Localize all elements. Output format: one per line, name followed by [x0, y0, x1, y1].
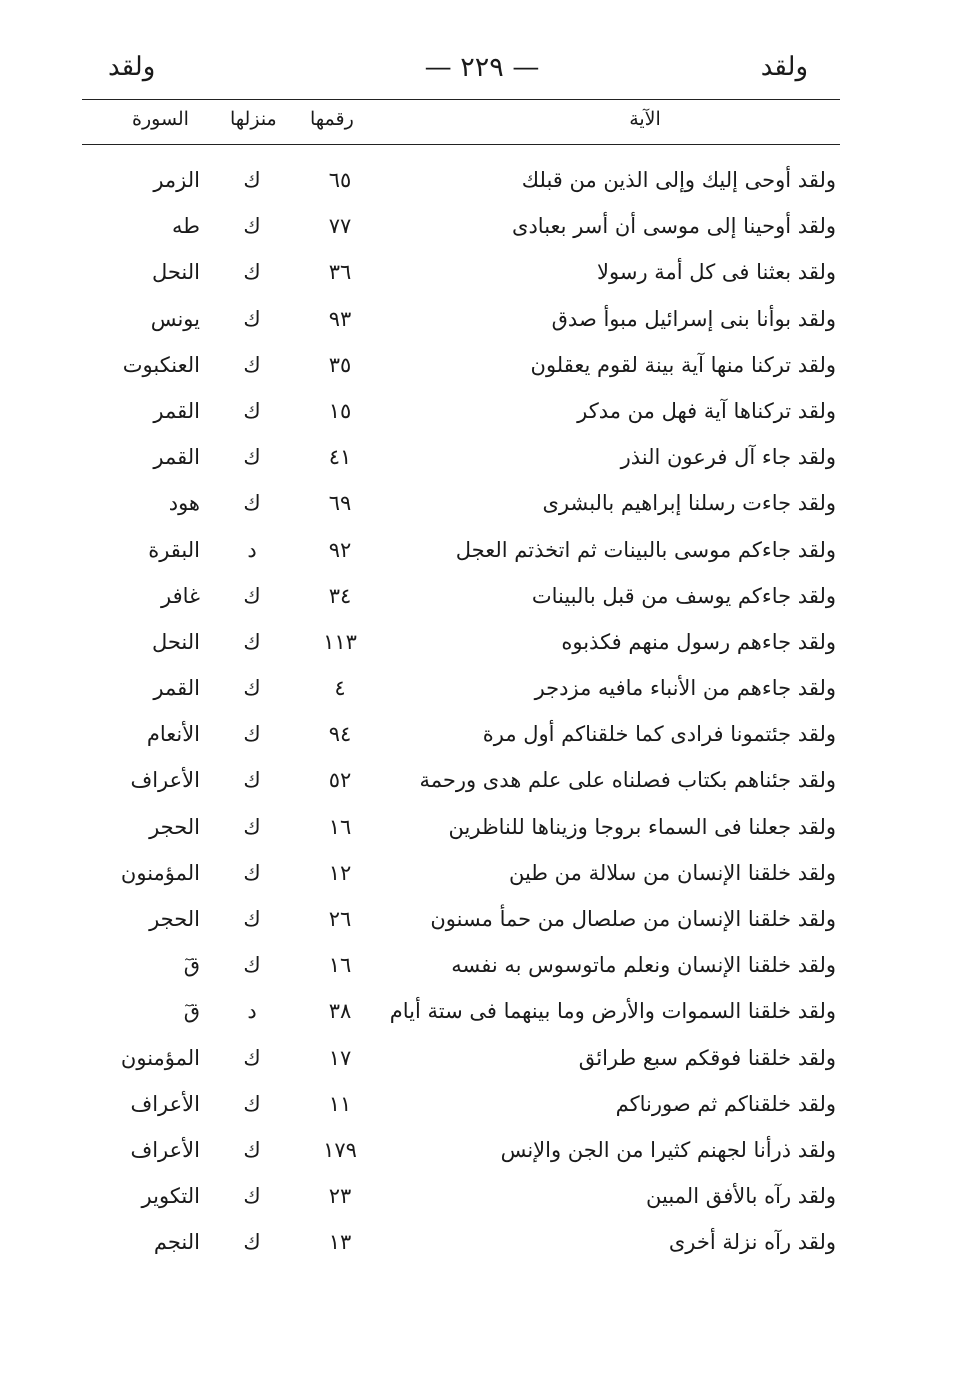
ayah-text: ولقد تركنا منها آية بينة لقوم يعقلون — [530, 352, 836, 377]
ayah-number: ٤ — [334, 676, 346, 701]
ayah-number: ٣٦ — [328, 260, 352, 285]
ayah-number: ٩٤ — [328, 722, 352, 747]
column-header-place: منزلها — [230, 108, 277, 130]
table-row — [0, 714, 964, 760]
revelation-place: ك — [243, 768, 261, 793]
ayah-number: ٢٣ — [328, 1184, 352, 1209]
surah-name: الحجر — [149, 814, 200, 839]
ayah-number: ٣٥ — [328, 352, 352, 377]
ayah-number: ٧٧ — [328, 214, 352, 239]
column-header-number: رقمها — [310, 108, 354, 130]
surah-name: القمر — [153, 676, 200, 701]
revelation-place: ك — [243, 1230, 261, 1255]
revelation-place: ك — [243, 629, 261, 654]
ayah-text: ولقد بعثنا فى كل أمة رسولا — [597, 260, 836, 285]
running-head-left: ولقد — [108, 52, 156, 82]
ayah-text: ولقد جئناهم بكتاب فصلناه على علم هدى ورحمة — [419, 768, 836, 793]
surah-name: القمر — [153, 445, 200, 470]
surah-name: هود — [168, 491, 200, 516]
surah-name: الأنعام — [146, 722, 200, 747]
revelation-place: ك — [243, 260, 261, 285]
surah-name: الأعراف — [130, 1137, 200, 1162]
surah-name: قٓ — [183, 953, 200, 978]
ayah-text: ولقد جاءكم موسى بالبينات ثم اتخذتم العجل — [455, 537, 836, 562]
header-top-rule — [82, 99, 840, 100]
ayah-number: ١١٣ — [323, 629, 357, 654]
surah-name: النحل — [151, 629, 200, 654]
ayah-text: ولقد جعلنا فى السماء بروجا وزيناها للناظرين — [448, 814, 836, 839]
ayah-number: ١٢ — [328, 860, 352, 885]
revelation-place: ك — [243, 352, 261, 377]
table-row — [0, 299, 964, 345]
table-row — [0, 1176, 964, 1222]
table-row — [0, 945, 964, 991]
ayah-text: ولقد خلقنا فوقكم سبع طرائق — [578, 1045, 836, 1070]
ayah-text: ولقد أوحى إليك وإلى الذين من قبلك — [521, 168, 836, 192]
revelation-place: د — [247, 999, 257, 1024]
surah-name: الزمر — [153, 168, 200, 192]
ayah-number: ١٧ — [328, 1045, 352, 1070]
table-row — [0, 1038, 964, 1084]
ayah-text: ولقد خلقنا الإنسان ونعلم ماتوسوس به نفسه — [451, 953, 836, 978]
column-header-surah: السورة — [132, 108, 189, 130]
table-row — [0, 576, 964, 622]
index-table — [0, 160, 964, 1269]
revelation-place: ك — [243, 722, 261, 747]
ayah-number: ١٧٩ — [323, 1137, 357, 1162]
revelation-place: ك — [243, 445, 261, 470]
ayah-number: ١٥ — [328, 398, 352, 423]
table-row — [0, 252, 964, 298]
ayah-number: ٤١ — [328, 445, 352, 470]
surah-name: الحجر — [149, 907, 200, 931]
table-row — [0, 991, 964, 1037]
ayah-number: ٣٨ — [328, 999, 352, 1024]
revelation-place: ك — [243, 676, 261, 701]
ayah-text: ولقد رآه بالأفق المبين — [646, 1184, 836, 1209]
table-row — [0, 760, 964, 806]
table-row — [0, 206, 964, 252]
surah-name: العنكبوت — [122, 352, 200, 377]
ayah-text: ولقد تركناها آية فهل من مدكر — [577, 398, 836, 423]
revelation-place: ك — [243, 907, 261, 931]
running-head-right: ولقد — [760, 52, 808, 82]
revelation-place: ك — [243, 1045, 261, 1070]
ayah-text: ولقد جاءكم يوسف من قبل بالبينات — [531, 583, 836, 608]
revelation-place: ك — [243, 491, 261, 516]
revelation-place: ك — [243, 814, 261, 839]
ayah-number: ٦٩ — [328, 491, 352, 516]
ayah-number: ٩٣ — [328, 306, 352, 331]
ayah-number: ٢٦ — [328, 907, 352, 931]
table-row — [0, 530, 964, 576]
surah-name: الأعراف — [130, 1091, 200, 1116]
header-bottom-rule — [82, 144, 840, 145]
surah-name: المؤمنون — [120, 860, 200, 885]
revelation-place: ك — [243, 1137, 261, 1162]
surah-name: قٓ — [183, 999, 200, 1024]
ayah-number: ١٦ — [328, 953, 352, 978]
surah-name: القمر — [153, 398, 200, 423]
revelation-place: ك — [243, 306, 261, 331]
revelation-place: ك — [243, 860, 261, 885]
surah-name: التكوير — [141, 1184, 200, 1209]
surah-name: غافر — [160, 583, 200, 608]
ayah-text: ولقد خلقنا الإنسان من سلالة من طين — [508, 860, 836, 885]
revelation-place: ك — [243, 583, 261, 608]
revelation-place: ك — [243, 1184, 261, 1209]
revelation-place: د — [247, 537, 257, 562]
ayah-text: ولقد خلقناكم ثم صورناكم — [615, 1091, 836, 1116]
revelation-place: ك — [243, 214, 261, 239]
page-number: — ٢٢٩ — — [424, 52, 540, 83]
ayah-text: ولقد أوحينا إلى موسى أن أسر بعبادى — [512, 214, 836, 239]
ayah-text: ولقد خلقنا الإنسان من صلصال من حمأ مسنون — [430, 907, 836, 931]
table-row — [0, 668, 964, 714]
surah-name: الأعراف — [130, 768, 200, 793]
table-row — [0, 853, 964, 899]
table-row — [0, 1130, 964, 1176]
ayah-number: ١١ — [328, 1091, 352, 1116]
ayah-text: ولقد رآه نزلة أخرى — [668, 1230, 836, 1255]
surah-name: النجم — [153, 1230, 200, 1255]
table-row — [0, 437, 964, 483]
surah-name: البقرة — [148, 537, 200, 562]
ayah-text: ولقد جاء آل فرعون النذر — [620, 445, 836, 470]
ayah-number: ٥٢ — [328, 768, 352, 793]
surah-name: النحل — [151, 260, 200, 285]
table-row — [0, 1222, 964, 1268]
table-row — [0, 160, 964, 206]
ayah-text: ولقد ذرأنا لجهنم كثيرا من الجن والإنس — [500, 1137, 836, 1162]
table-row — [0, 807, 964, 853]
ayah-text: ولقد بوأنا بنى إسرائيل مبوأ صدق — [551, 306, 836, 331]
surah-name: طه — [172, 214, 200, 239]
surah-name: المؤمنون — [120, 1045, 200, 1070]
ayah-text: ولقد خلقنا السموات والأرض وما بينهما فى ستة أيام — [389, 999, 836, 1024]
ayah-number: ١٣ — [328, 1230, 352, 1255]
table-row — [0, 899, 964, 945]
ayah-text: ولقد جاءت رسلنا إبراهيم بالبشرى — [542, 491, 836, 516]
table-row — [0, 622, 964, 668]
ayah-number: ٩٢ — [328, 537, 352, 562]
ayah-text: ولقد جاءهم رسول منهم فكذبوه — [561, 629, 836, 654]
table-row — [0, 391, 964, 437]
revelation-place: ك — [243, 953, 261, 978]
ayah-number: ١٦ — [328, 814, 352, 839]
revelation-place: ك — [243, 1091, 261, 1116]
ayah-number: ٦٥ — [328, 168, 352, 192]
revelation-place: ك — [243, 398, 261, 423]
column-header-ayah: الآية — [629, 108, 661, 130]
ayah-text: ولقد جاءهم من الأنباء مافيه مزدجر — [534, 676, 836, 701]
table-row — [0, 1084, 964, 1130]
revelation-place: ك — [243, 168, 261, 192]
surah-name: يونس — [150, 306, 200, 331]
ayah-text: ولقد جئتمونا فرادى كما خلقناكم أول مرة — [482, 722, 836, 747]
ayah-number: ٣٤ — [328, 583, 352, 608]
table-row — [0, 345, 964, 391]
table-row — [0, 483, 964, 529]
